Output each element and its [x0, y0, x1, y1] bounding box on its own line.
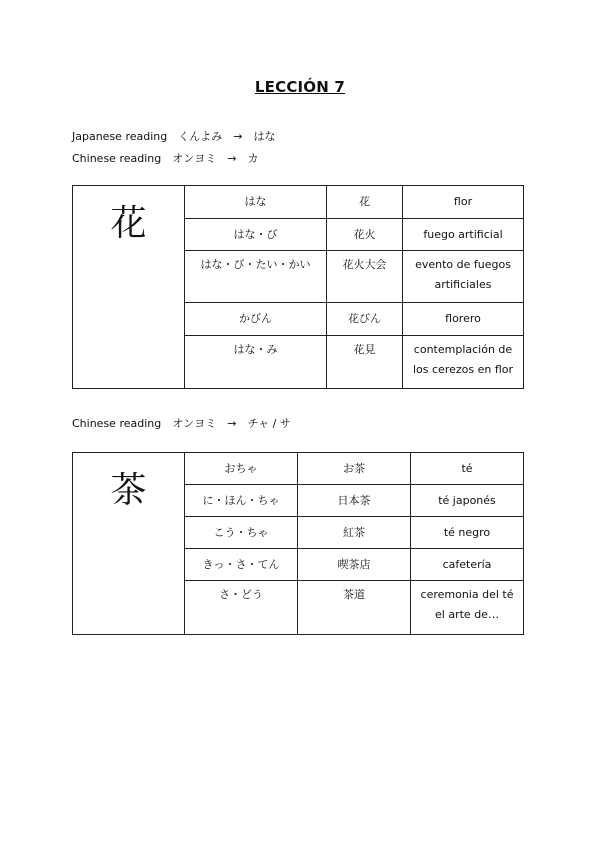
vocab-table-hana: [72, 185, 524, 389]
japanese-reading-line: Japanese reading くんよみ → はな: [72, 130, 276, 143]
word-cell: 喫茶店: [298, 549, 411, 581]
meaning-cell: té: [411, 453, 524, 485]
word-cell: 紅茶: [298, 517, 411, 549]
table-row: [73, 453, 524, 485]
kanji-cell: 花: [73, 186, 185, 389]
reading-cell: はな・び: [185, 219, 327, 251]
reading-cell: こう・ちゃ: [185, 517, 298, 549]
reading-cell: かびん: [185, 303, 327, 336]
reading-cell: おちゃ: [185, 453, 298, 485]
meaning-cell: flor: [403, 186, 524, 219]
table-row: [73, 186, 524, 219]
reading-cell: に・ほん・ちゃ: [185, 485, 298, 517]
meaning-cell: té negro: [411, 517, 524, 549]
reading-cell: はな・み: [185, 336, 327, 389]
chinese-reading-line-2: Chinese reading オンヨミ → チャ / サ: [72, 417, 291, 430]
chinese-reading-line: Chinese reading オンヨミ → カ: [72, 152, 259, 165]
page-title: LECCIÓN 7: [254, 78, 346, 96]
word-cell: 花見: [327, 336, 403, 389]
meaning-cell: ceremonia del té el arte de…: [411, 581, 524, 635]
word-cell: 花火大会: [327, 251, 403, 303]
meaning-cell: evento de fuegos artificiales: [403, 251, 524, 303]
meaning-cell: contemplación de los cerezos en flor: [403, 336, 524, 389]
word-cell: 花火: [327, 219, 403, 251]
meaning-cell: florero: [403, 303, 524, 336]
reading-cell: さ・どう: [185, 581, 298, 635]
kanji-cell: 茶: [73, 453, 185, 635]
vocab-table-cha: [72, 452, 524, 635]
word-cell: 花びん: [327, 303, 403, 336]
meaning-cell: cafetería: [411, 549, 524, 581]
word-cell: お茶: [298, 453, 411, 485]
reading-cell: きっ・さ・てん: [185, 549, 298, 581]
word-cell: 日本茶: [298, 485, 411, 517]
word-cell: 茶道: [298, 581, 411, 635]
word-cell: 花: [327, 186, 403, 219]
meaning-cell: fuego artificial: [403, 219, 524, 251]
reading-cell: はな: [185, 186, 327, 219]
meaning-cell: té japonés: [411, 485, 524, 517]
reading-cell: はな・び・たい・かい: [185, 251, 327, 303]
